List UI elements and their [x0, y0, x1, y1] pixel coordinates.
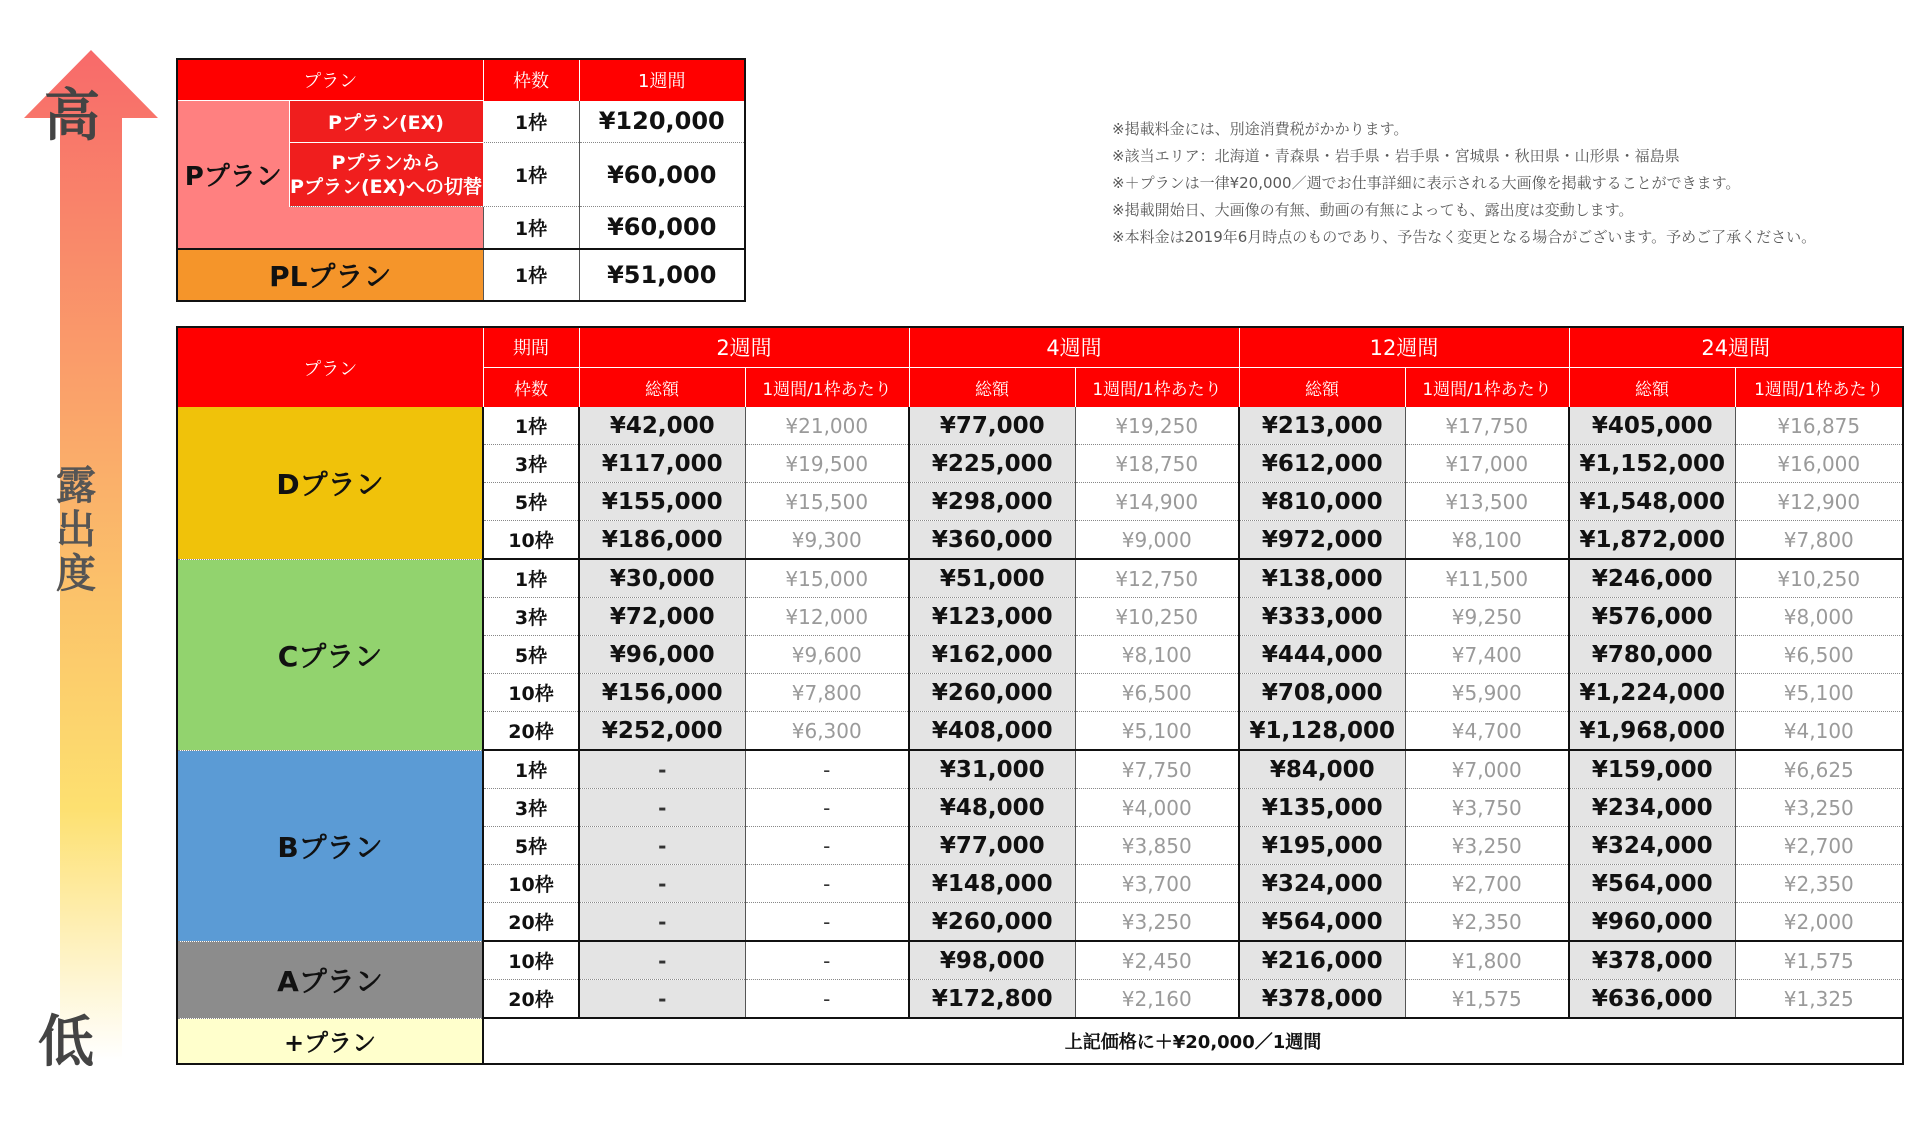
per-week-slot-price-cell: -	[745, 941, 909, 980]
axis-exposure-label: 露出度	[56, 462, 96, 597]
total-price-cell: ¥252,000	[579, 712, 745, 751]
total-price-cell: ¥564,000	[1239, 903, 1405, 942]
per-week-slot-price-cell: ¥17,000	[1405, 445, 1569, 483]
per-week-slot-price-cell: ¥3,850	[1075, 827, 1239, 865]
total-price-cell: ¥117,000	[579, 445, 745, 483]
per-week-slot-price-cell: ¥6,500	[1075, 674, 1239, 712]
total-price-cell: ¥405,000	[1569, 407, 1735, 445]
per-week-slot-price-cell: ¥19,250	[1075, 407, 1239, 445]
slot-count: 1枠	[483, 750, 579, 789]
total-price-cell: ¥213,000	[1239, 407, 1405, 445]
total-price-cell: ¥636,000	[1569, 980, 1735, 1019]
pl-plan-name: PLプラン	[177, 249, 483, 301]
per-week-slot-price-cell: ¥14,900	[1075, 483, 1239, 521]
per-week-slot-price-cell: ¥7,000	[1405, 750, 1569, 789]
header-period-2w: 2週間	[579, 327, 909, 367]
p-plan-name: Pプラン	[177, 101, 289, 249]
plus-plan-name: +プラン	[177, 1018, 483, 1064]
header-week1: 1週間	[579, 59, 745, 101]
note-tax: ※掲載料金には、別途消費税がかかります。	[1112, 120, 1409, 138]
total-price-cell: ¥77,000	[909, 407, 1075, 445]
total-price-cell: ¥378,000	[1239, 980, 1405, 1019]
total-price-cell: ¥30,000	[579, 559, 745, 598]
p-plan-base-price: ¥60,000	[579, 207, 745, 249]
per-week-slot-price-cell: ¥3,700	[1075, 865, 1239, 903]
total-price-cell: ¥408,000	[909, 712, 1075, 751]
pricing-table-body	[177, 407, 1903, 1018]
per-week-slot-price-cell: ¥2,700	[1735, 827, 1903, 865]
total-price-cell: ¥1,968,000	[1569, 712, 1735, 751]
slot-count: 20枠	[483, 712, 579, 751]
p-plan-blank-label	[289, 207, 483, 249]
per-week-slot-price-cell: ¥1,800	[1405, 941, 1569, 980]
per-week-slot-price-cell: ¥2,350	[1735, 865, 1903, 903]
per-week-slot-price-cell: ¥5,900	[1405, 674, 1569, 712]
per-week-slot-price-cell: ¥6,625	[1735, 750, 1903, 789]
per-week-slot-price-cell: ¥9,250	[1405, 598, 1569, 636]
per-week-slot-price-cell: ¥18,750	[1075, 445, 1239, 483]
note-area: ※該当エリア：北海道・青森県・岩手県・岩手県・宮城県・秋田県・山形県・福島県	[1112, 147, 1680, 165]
total-price-cell: ¥298,000	[909, 483, 1075, 521]
per-week-slot-price-cell: ¥3,250	[1405, 827, 1569, 865]
c-plan-name: Cプラン	[177, 559, 483, 750]
notes	[1112, 116, 1816, 251]
table-row	[177, 941, 1903, 980]
per-week-slot-price-cell: ¥2,350	[1405, 903, 1569, 942]
slot-count: 3枠	[483, 789, 579, 827]
pl-plan-slots: 1枠	[483, 249, 579, 301]
total-price-cell: ¥324,000	[1569, 827, 1735, 865]
total-price-cell: ¥1,152,000	[1569, 445, 1735, 483]
per-week-slot-price-cell: ¥4,100	[1735, 712, 1903, 751]
header-period: 期間	[483, 327, 579, 367]
per-week-slot-price-cell: ¥1,575	[1405, 980, 1569, 1019]
per-week-slot-price-cell: ¥8,100	[1405, 521, 1569, 560]
per-week-slot-price-cell: ¥7,800	[745, 674, 909, 712]
header-period-12w: 12週間	[1239, 327, 1569, 367]
pl-plan-price: ¥51,000	[579, 249, 745, 301]
per-week-slot-price-cell: ¥4,700	[1405, 712, 1569, 751]
slot-count: 5枠	[483, 827, 579, 865]
per-week-slot-price-cell: ¥10,250	[1075, 598, 1239, 636]
note-pricing-date: ※本料金は2019年6月時点のものであり、予告なく変更となる場合がございます。予めご了承ください。	[1112, 228, 1817, 246]
total-price-cell: ¥48,000	[909, 789, 1075, 827]
per-week-slot-price-cell: ¥7,800	[1735, 521, 1903, 560]
header-period-24w: 24週間	[1569, 327, 1903, 367]
total-price-cell: ¥708,000	[1239, 674, 1405, 712]
total-price-cell: ¥260,000	[909, 903, 1075, 942]
total-price-cell: ¥216,000	[1239, 941, 1405, 980]
per-week-slot-price-cell: ¥7,400	[1405, 636, 1569, 674]
total-price-cell: ¥51,000	[909, 559, 1075, 598]
total-price-cell: ¥324,000	[1239, 865, 1405, 903]
b-plan-name: Bプラン	[177, 750, 483, 941]
total-price-cell: ¥1,224,000	[1569, 674, 1735, 712]
total-price-cell: ¥31,000	[909, 750, 1075, 789]
total-price-cell: ¥1,128,000	[1239, 712, 1405, 751]
note-exposure: ※掲載開始日、大画像の有無、動画の有無によっても、露出度は変動します。	[1112, 201, 1634, 219]
per-week-slot-price-cell: ¥6,300	[745, 712, 909, 751]
total-price-cell: ¥172,800	[909, 980, 1075, 1019]
header-slots: 枠数	[483, 367, 579, 407]
per-week-slot-price-cell: ¥15,000	[745, 559, 909, 598]
total-price-cell: -	[579, 903, 745, 942]
per-week-slot-price-cell: ¥15,500	[745, 483, 909, 521]
per-week-slot-price-cell: ¥3,250	[1075, 903, 1239, 942]
header-total-12w: 総額	[1239, 367, 1405, 407]
axis-low-label: 低	[38, 1009, 94, 1075]
per-week-slot-price-cell: ¥3,250	[1735, 789, 1903, 827]
per-week-slot-price-cell: -	[745, 750, 909, 789]
per-week-slot-price-cell: ¥13,500	[1405, 483, 1569, 521]
per-week-slot-price-cell: ¥12,000	[745, 598, 909, 636]
total-price-cell: ¥123,000	[909, 598, 1075, 636]
total-price-cell: ¥260,000	[909, 674, 1075, 712]
slot-count: 1枠	[483, 559, 579, 598]
per-week-slot-price-cell: ¥16,000	[1735, 445, 1903, 483]
total-price-cell: ¥576,000	[1569, 598, 1735, 636]
per-week-slot-price-cell: ¥5,100	[1735, 674, 1903, 712]
slot-count: 3枠	[483, 598, 579, 636]
per-week-slot-price-cell: ¥8,100	[1075, 636, 1239, 674]
total-price-cell: ¥162,000	[909, 636, 1075, 674]
total-price-cell: ¥135,000	[1239, 789, 1405, 827]
total-price-cell: ¥186,000	[579, 521, 745, 560]
total-price-cell: ¥42,000	[579, 407, 745, 445]
header-period-4w: 4週間	[909, 327, 1239, 367]
total-price-cell: -	[579, 789, 745, 827]
per-week-slot-price-cell: ¥1,575	[1735, 941, 1903, 980]
total-price-cell: ¥155,000	[579, 483, 745, 521]
per-week-slot-price-cell: ¥6,500	[1735, 636, 1903, 674]
note-plus-plan: ※＋プランは一律¥20,000／週でお仕事詳細に表示される大画像を掲載することができます。	[1112, 174, 1741, 192]
total-price-cell: ¥378,000	[1569, 941, 1735, 980]
per-week-slot-price-cell: ¥17,750	[1405, 407, 1569, 445]
total-price-cell: ¥444,000	[1239, 636, 1405, 674]
total-price-cell: ¥360,000	[909, 521, 1075, 560]
per-week-slot-price-cell: ¥3,750	[1405, 789, 1569, 827]
plus-plan-text: 上記価格に＋¥20,000／1週間	[1064, 1032, 1322, 1053]
header-per-2w: 1週間/1枠あたり	[745, 367, 909, 407]
slot-count: 10枠	[483, 941, 579, 980]
d-plan-name: Dプラン	[177, 407, 483, 559]
per-week-slot-price-cell: -	[745, 827, 909, 865]
per-week-slot-price-cell: -	[745, 980, 909, 1019]
axis-high-label: 高	[44, 83, 100, 149]
total-price-cell: ¥138,000	[1239, 559, 1405, 598]
header-per-4w: 1週間/1枠あたり	[1075, 367, 1239, 407]
per-week-slot-price-cell: ¥9,000	[1075, 521, 1239, 560]
p-plan-switch-line2: Pプラン(EX)への切替	[290, 175, 482, 198]
total-price-cell: ¥810,000	[1239, 483, 1405, 521]
slot-count: 10枠	[483, 521, 579, 560]
header-total-2w: 総額	[579, 367, 745, 407]
per-week-slot-price-cell: ¥10,250	[1735, 559, 1903, 598]
header-plan: プラン	[177, 59, 483, 101]
premium-plan-table	[176, 58, 746, 302]
p-plan-switch-price: ¥60,000	[579, 143, 745, 207]
total-price-cell: ¥780,000	[1569, 636, 1735, 674]
total-price-cell: ¥72,000	[579, 598, 745, 636]
per-week-slot-price-cell: ¥1,325	[1735, 980, 1903, 1019]
total-price-cell: ¥98,000	[909, 941, 1075, 980]
total-price-cell: ¥96,000	[579, 636, 745, 674]
total-price-cell: ¥77,000	[909, 827, 1075, 865]
per-week-slot-price-cell: ¥9,300	[745, 521, 909, 560]
total-price-cell: ¥156,000	[579, 674, 745, 712]
slot-count: 20枠	[483, 903, 579, 942]
total-price-cell: ¥960,000	[1569, 903, 1735, 942]
table-row	[177, 559, 1903, 598]
slot-count: 20枠	[483, 980, 579, 1019]
per-week-slot-price-cell: -	[745, 789, 909, 827]
pricing-table	[176, 326, 1904, 1065]
total-price-cell: ¥159,000	[1569, 750, 1735, 789]
total-price-cell: ¥972,000	[1239, 521, 1405, 560]
per-week-slot-price-cell: ¥2,000	[1735, 903, 1903, 942]
p-plan-switch-line1: Pプランから	[331, 151, 441, 174]
total-price-cell: ¥148,000	[909, 865, 1075, 903]
per-week-slot-price-cell: -	[745, 903, 909, 942]
total-price-cell: ¥333,000	[1239, 598, 1405, 636]
per-week-slot-price-cell: ¥11,500	[1405, 559, 1569, 598]
total-price-cell: ¥84,000	[1239, 750, 1405, 789]
per-week-slot-price-cell: ¥2,160	[1075, 980, 1239, 1019]
total-price-cell: -	[579, 980, 745, 1019]
header-plan: プラン	[177, 327, 483, 407]
slot-count: 1枠	[483, 407, 579, 445]
per-week-slot-price-cell: ¥12,750	[1075, 559, 1239, 598]
per-week-slot-price-cell: ¥21,000	[745, 407, 909, 445]
header-per-12w: 1週間/1枠あたり	[1405, 367, 1569, 407]
header-total-4w: 総額	[909, 367, 1075, 407]
total-price-cell: -	[579, 827, 745, 865]
total-price-cell: -	[579, 865, 745, 903]
per-week-slot-price-cell: ¥4,000	[1075, 789, 1239, 827]
total-price-cell: -	[579, 941, 745, 980]
per-week-slot-price-cell: ¥12,900	[1735, 483, 1903, 521]
per-week-slot-price-cell: ¥19,500	[745, 445, 909, 483]
total-price-cell: ¥1,548,000	[1569, 483, 1735, 521]
p-plan-ex-label: Pプラン(EX)	[289, 101, 483, 143]
per-week-slot-price-cell: ¥5,100	[1075, 712, 1239, 751]
total-price-cell: ¥195,000	[1239, 827, 1405, 865]
per-week-slot-price-cell: ¥16,875	[1735, 407, 1903, 445]
total-price-cell: ¥225,000	[909, 445, 1075, 483]
total-price-cell: ¥564,000	[1569, 865, 1735, 903]
slot-count: 5枠	[483, 483, 579, 521]
p-plan-ex-slots: 1枠	[483, 101, 579, 143]
p-plan-ex-price: ¥120,000	[579, 101, 745, 143]
slot-count: 5枠	[483, 636, 579, 674]
slot-count: 10枠	[483, 674, 579, 712]
a-plan-name: Aプラン	[177, 941, 483, 1018]
per-week-slot-price-cell: ¥2,700	[1405, 865, 1569, 903]
slot-count: 3枠	[483, 445, 579, 483]
header-slots: 枠数	[483, 59, 579, 101]
total-price-cell: -	[579, 750, 745, 789]
p-plan-base-slots: 1枠	[483, 207, 579, 249]
per-week-slot-price-cell: ¥7,750	[1075, 750, 1239, 789]
total-price-cell: ¥234,000	[1569, 789, 1735, 827]
per-week-slot-price-cell: -	[745, 865, 909, 903]
table-row	[177, 750, 1903, 789]
total-price-cell: ¥612,000	[1239, 445, 1405, 483]
total-price-cell: ¥1,872,000	[1569, 521, 1735, 560]
table-row	[177, 407, 1903, 445]
slot-count: 10枠	[483, 865, 579, 903]
per-week-slot-price-cell: ¥2,450	[1075, 941, 1239, 980]
p-plan-switch-slots: 1枠	[483, 143, 579, 207]
per-week-slot-price-cell: ¥8,000	[1735, 598, 1903, 636]
per-week-slot-price-cell: ¥9,600	[745, 636, 909, 674]
header-per-24w: 1週間/1枠あたり	[1735, 367, 1903, 407]
total-price-cell: ¥246,000	[1569, 559, 1735, 598]
header-total-24w: 総額	[1569, 367, 1735, 407]
p-plan-switch-label	[289, 143, 483, 207]
